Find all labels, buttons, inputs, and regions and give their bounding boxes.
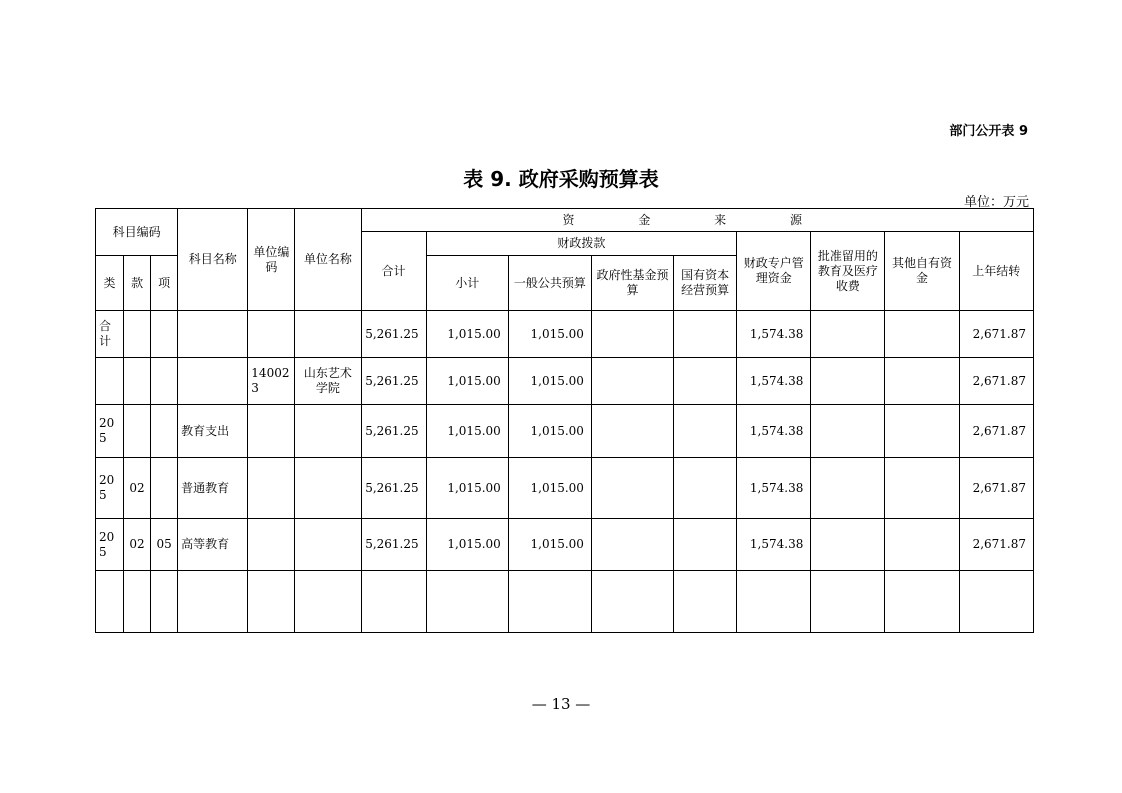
cell-fiscal-special: 1,574.38 <box>737 458 811 519</box>
cell-fiscal-special: 1,574.38 <box>737 358 811 405</box>
cell-unit-name <box>295 571 361 633</box>
cell-state-capital <box>674 311 737 358</box>
cell-subject-name: 普通教育 <box>178 458 248 519</box>
cell-gov-fund <box>591 571 673 633</box>
cell-general-budget: 1,015.00 <box>508 358 591 405</box>
cell-unit-code: 140023 <box>248 358 295 405</box>
cell-gov-fund <box>591 458 673 519</box>
cell-xiang <box>151 571 178 633</box>
cell-kuan: 02 <box>124 519 151 571</box>
cell-subtotal: 1,015.00 <box>426 458 508 519</box>
cell-unit-code <box>248 405 295 458</box>
cell-total: 5,261.25 <box>361 458 426 519</box>
cell-kuan <box>124 405 151 458</box>
cell-subject-name: 高等教育 <box>178 519 248 571</box>
cell-edu-medical <box>811 458 885 519</box>
cell-edu-medical <box>811 571 885 633</box>
header-xiang: 项 <box>151 256 178 311</box>
header-total: 合计 <box>361 232 426 311</box>
header-gov-fund-budget: 政府性基金预算 <box>591 256 673 311</box>
cell-other-own <box>885 311 959 358</box>
cell-edu-medical <box>811 311 885 358</box>
cell-general-budget: 1,015.00 <box>508 405 591 458</box>
header-unit-code: 单位编码 <box>248 209 295 311</box>
cell-xiang <box>151 405 178 458</box>
header-edu-medical: 批准留用的教育及医疗收费 <box>811 232 885 311</box>
header-subject-code: 科目编码 <box>96 209 178 256</box>
cell-xiang <box>151 358 178 405</box>
cell-state-capital <box>674 405 737 458</box>
cell-subject-name <box>178 358 248 405</box>
cell-state-capital <box>674 571 737 633</box>
cell-carryover: 2,671.87 <box>959 519 1033 571</box>
header-lei: 类 <box>96 256 124 311</box>
cell-lei: 205 <box>96 458 124 519</box>
header-state-capital-budget: 国有资本经营预算 <box>674 256 737 311</box>
cell-general-budget: 1,015.00 <box>508 519 591 571</box>
header-fiscal-appropriation: 财政拨款 <box>426 232 737 256</box>
cell-general-budget: 1,015.00 <box>508 311 591 358</box>
table-row <box>96 458 1034 519</box>
cell-unit-name <box>295 458 361 519</box>
cell-unit-code <box>248 311 295 358</box>
cell-carryover <box>959 571 1033 633</box>
cell-lei: 205 <box>96 519 124 571</box>
cell-fiscal-special: 1,574.38 <box>737 519 811 571</box>
page-title: 表 9. 政府采购预算表 <box>463 167 659 191</box>
page-number: — 13 — <box>531 695 591 713</box>
cell-other-own <box>885 519 959 571</box>
cell-carryover: 2,671.87 <box>959 311 1033 358</box>
cell-general-budget <box>508 571 591 633</box>
table-row <box>96 519 1034 571</box>
cell-fiscal-special <box>737 571 811 633</box>
cell-other-own <box>885 405 959 458</box>
cell-subject-name: 教育支出 <box>178 405 248 458</box>
cell-unit-code <box>248 458 295 519</box>
cell-subtotal: 1,015.00 <box>426 519 508 571</box>
budget-table <box>95 208 1034 633</box>
cell-total: 5,261.25 <box>361 311 426 358</box>
document-tag: 部门公开表 9 <box>949 124 1028 139</box>
cell-subtotal: 1,015.00 <box>426 311 508 358</box>
cell-other-own <box>885 571 959 633</box>
cell-edu-medical <box>811 405 885 458</box>
cell-other-own <box>885 358 959 405</box>
cell-edu-medical <box>811 358 885 405</box>
cell-subtotal: 1,015.00 <box>426 358 508 405</box>
table-row <box>96 405 1034 458</box>
cell-state-capital <box>674 519 737 571</box>
cell-gov-fund <box>591 358 673 405</box>
cell-carryover: 2,671.87 <box>959 458 1033 519</box>
cell-total: 5,261.25 <box>361 358 426 405</box>
cell-lei: 合计 <box>96 311 124 358</box>
cell-carryover: 2,671.87 <box>959 405 1033 458</box>
cell-carryover: 2,671.87 <box>959 358 1033 405</box>
cell-edu-medical <box>811 519 885 571</box>
header-fiscal-special: 财政专户管理资金 <box>737 232 811 311</box>
header-fund-source: 资 金 来 源 <box>361 209 1034 232</box>
header-general-budget: 一般公共预算 <box>508 256 591 311</box>
cell-unit-code <box>248 571 295 633</box>
cell-unit-name <box>295 519 361 571</box>
cell-unit-name <box>295 311 361 358</box>
cell-lei <box>96 571 124 633</box>
cell-subtotal <box>426 571 508 633</box>
header-carryover: 上年结转 <box>959 232 1033 311</box>
cell-state-capital <box>674 358 737 405</box>
cell-gov-fund <box>591 311 673 358</box>
table-row <box>96 571 1034 633</box>
header-subject-name: 科目名称 <box>178 209 248 311</box>
cell-subject-name <box>178 571 248 633</box>
cell-total: 5,261.25 <box>361 405 426 458</box>
cell-kuan: 02 <box>124 458 151 519</box>
cell-other-own <box>885 458 959 519</box>
cell-total: 5,261.25 <box>361 519 426 571</box>
header-unit-name: 单位名称 <box>295 209 361 311</box>
cell-gov-fund <box>591 405 673 458</box>
cell-gov-fund <box>591 519 673 571</box>
cell-state-capital <box>674 458 737 519</box>
cell-fiscal-special: 1,574.38 <box>737 405 811 458</box>
cell-lei: 205 <box>96 405 124 458</box>
cell-unit-code <box>248 519 295 571</box>
cell-xiang <box>151 311 178 358</box>
cell-unit-name: 山东艺术学院 <box>295 358 361 405</box>
cell-unit-name <box>295 405 361 458</box>
cell-xiang: 05 <box>151 519 178 571</box>
header-subtotal: 小计 <box>426 256 508 311</box>
cell-subject-name <box>178 311 248 358</box>
cell-fiscal-special: 1,574.38 <box>737 311 811 358</box>
header-kuan: 款 <box>124 256 151 311</box>
cell-total <box>361 571 426 633</box>
cell-xiang <box>151 458 178 519</box>
cell-general-budget: 1,015.00 <box>508 458 591 519</box>
cell-kuan <box>124 311 151 358</box>
table-row <box>96 358 1034 405</box>
cell-subtotal: 1,015.00 <box>426 405 508 458</box>
cell-lei <box>96 358 124 405</box>
cell-kuan <box>124 358 151 405</box>
header-other-own: 其他自有资金 <box>885 232 959 311</box>
table-row <box>96 311 1034 358</box>
cell-kuan <box>124 571 151 633</box>
unit-label: 单位：万元 <box>963 195 1029 210</box>
